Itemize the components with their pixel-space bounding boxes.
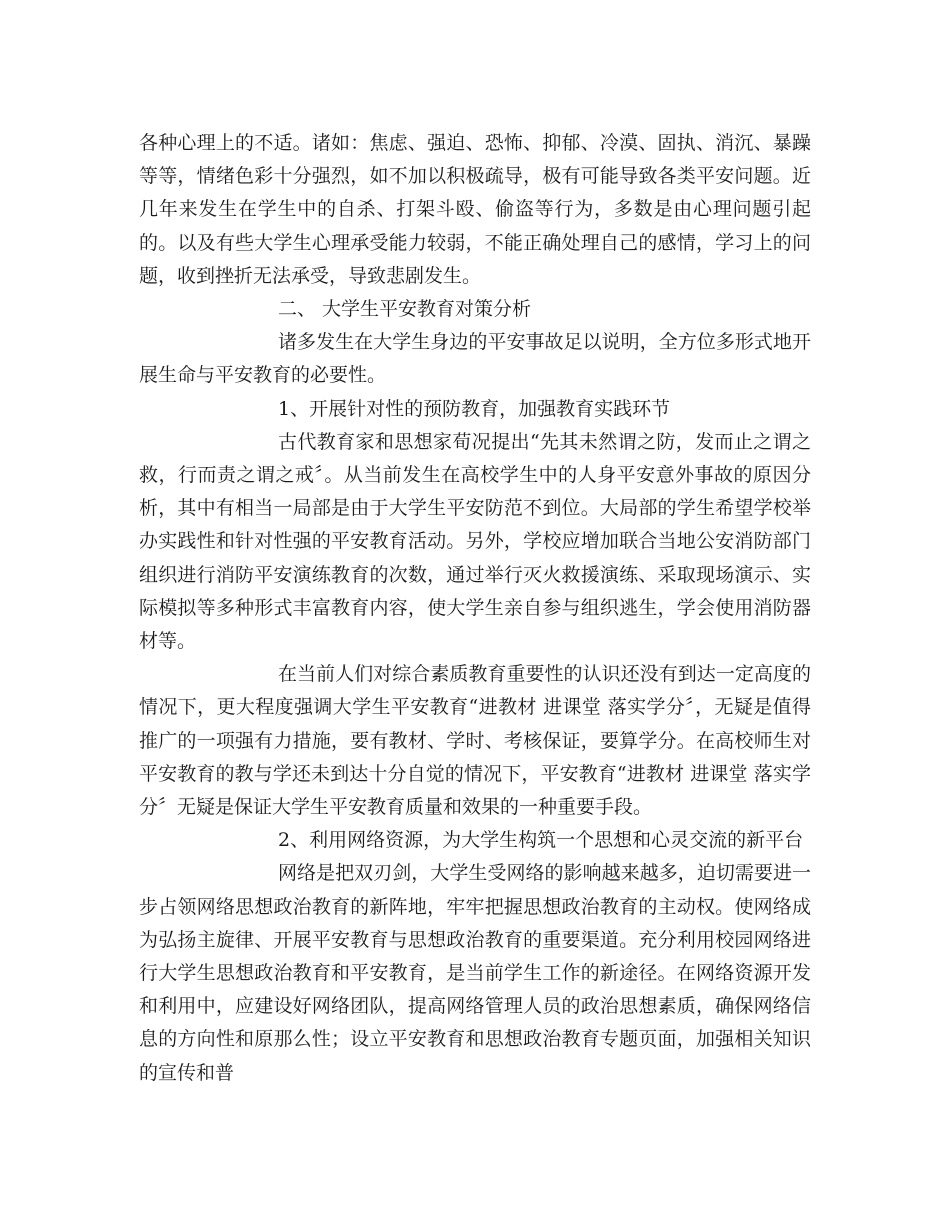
document-body [139,127,811,1090]
paragraph-curriculum: 在当前人们对综合素质教育重要性的认识还没有到达一定高度的情况下，更大程度强调大学生平安教育“进教材 进课堂 落实学分〞，无疑是值得推广的一项强有力措施，要有教材、学时、考核保证，要算学分。在高校师生对平安教育的教与学还未到达十分自觉的情况下，平安教育“进教材 进课堂 落实学分〞无疑是保证大学生平安教育质量和效果的一种重要手段。 [139,663,811,819]
paragraph-network: 网络是把双刃剑，大学生受网络的影响越来越多，迫切需要进一步占领网络思想政治教育的新阵地，牢牢把握思想政治教育的主动权。使网络成为弘扬主旋律、开展平安教育与思想政治教育的重要渠道。充分利用校园网络进行大学生思想政治教育和平安教育，是当前学生工作的新途径。在网络资源开发和利用中，应建设好网络团队，提高网络管理人员的政治思想素质，确保网络信息的方向性和原那么性；设立平安教育和思想政治教育专题页面，加强相关知识的宣传和普 [139,862,811,1084]
section-heading-countermeasures: 二、 大学生平安教育对策分析 [278,298,532,321]
paragraph-necessity: 诸多发生在大学生身边的平安事故足以说明，全方位多形式地开展生命与平安教育的必要性。 [139,331,811,387]
paragraph-prevention: 古代教育家和思想家荀况提出“先其未然谓之防，发而止之谓之救，行而责之谓之戒〞。从当前发生在高校学生中的人身平安意外事故的原因分析，其中有相当一局部是由于大学生平安防范不到位。大局部的学生希望学校举办实践性和针对性强的平安教育活动。另外，学校应增加联合当地公安消防部门组织进行消防平安演练教育的次数，通过举行灭火救援演练、采取现场演示、实际模拟等多种形式丰富教育内容，使大学生亲自参与组织逃生，学会使用消防器材等。 [139,430,811,653]
subheading-prevention-education: 1、开展针对性的预防教育，加强教育实践环节 [278,397,671,420]
subheading-network-resources: 2、利用网络资源，为大学生构筑一个思想和心灵交流的新平台 [278,829,804,852]
paragraph-psychology: 各种心理上的不适。诸如：焦虑、强迫、恐怖、抑郁、冷漠、固执、消沉、暴躁等等，情绪色彩十分强烈，如不加以积极疏导，极有可能导致各类平安问题。近几年来发生在学生中的自杀、打架斗殴、偷盗等行为，多数是由心理问题引起的。以及有些大学生心理承受能力较弱，不能正确处理自己的感情，学习上的问题，收到挫折无法承受，导致悲剧发生。 [139,132,811,287]
